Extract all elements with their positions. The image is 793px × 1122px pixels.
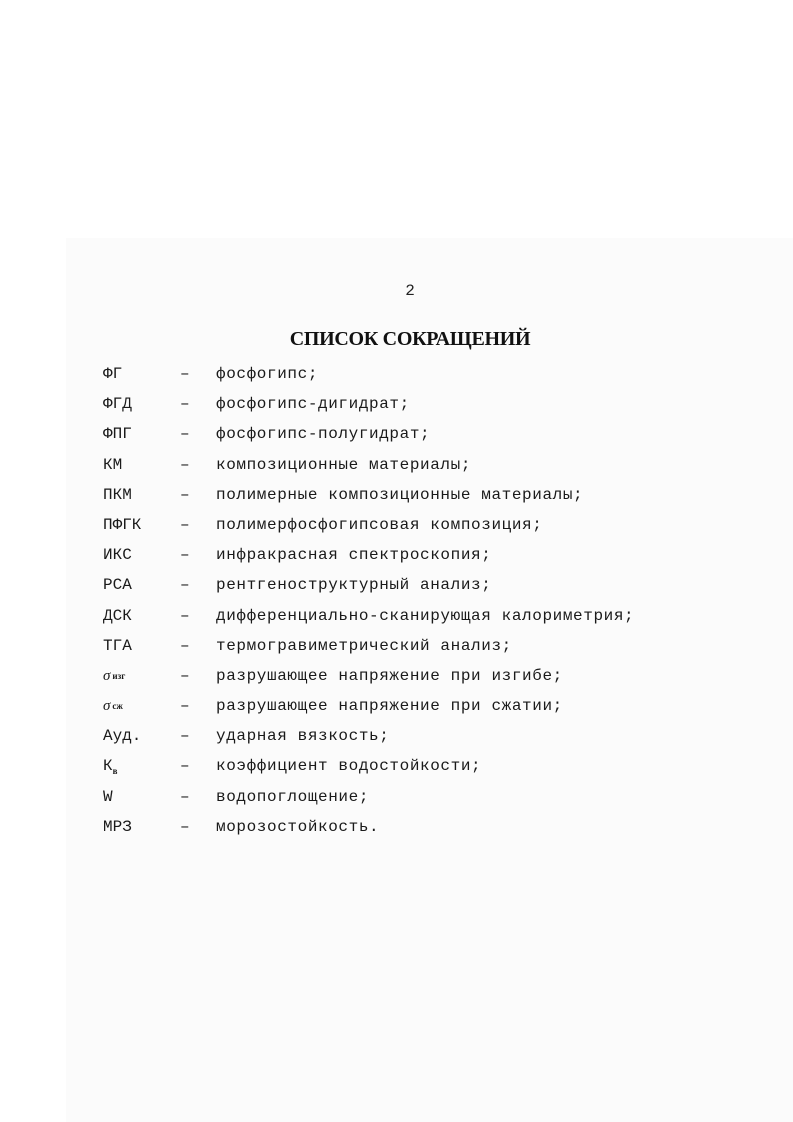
definition: разрушающее напряжение при сжатии;: [216, 697, 563, 716]
definition: рентгеноструктурный анализ;: [216, 576, 492, 595]
page-number: 2: [405, 282, 415, 300]
abbreviation: W: [103, 787, 113, 806]
dash: –: [180, 757, 190, 776]
dash: –: [180, 817, 190, 836]
dash: –: [180, 576, 190, 595]
list-item: [0, 661, 793, 691]
abbreviation: Ауд.: [103, 727, 142, 746]
list-item: [0, 570, 793, 600]
k-symbol: К: [103, 757, 113, 776]
list-item: [0, 601, 793, 631]
dash: –: [180, 485, 190, 504]
dash: –: [180, 546, 190, 565]
list-item: [0, 450, 793, 480]
list-item: [0, 480, 793, 510]
list-item: [0, 782, 793, 812]
abbreviation: ИКС: [103, 546, 132, 565]
definition: композиционные материалы;: [216, 455, 472, 474]
definition: фосфогипс-дигидрат;: [216, 395, 410, 414]
list-item: [0, 812, 793, 842]
abbreviation: КМ: [103, 455, 123, 474]
definition: полимерные композиционные материалы;: [216, 485, 584, 504]
definition: водопоглощение;: [216, 787, 370, 806]
abbreviation: ПКМ: [103, 485, 132, 504]
list-item: [0, 510, 793, 540]
subscript: в: [112, 766, 118, 777]
abbreviation: ФПГ: [103, 425, 132, 444]
list-item: [0, 540, 793, 570]
dash: –: [180, 395, 190, 414]
list-item: [0, 419, 793, 449]
dash: –: [180, 365, 190, 383]
abbreviation: ФГД: [103, 395, 132, 414]
abbreviation: [103, 697, 123, 715]
definition: морозостойкость.: [216, 817, 380, 836]
dash: –: [180, 515, 190, 534]
abbreviation-list: [0, 359, 793, 842]
list-item: [0, 389, 793, 419]
abbreviation: ФГ: [103, 365, 123, 383]
dash: –: [180, 666, 190, 685]
list-item: [0, 631, 793, 661]
list-item: [0, 721, 793, 751]
definition: инфракрасная спектроскопия;: [216, 546, 492, 565]
subscript: сж: [112, 701, 123, 712]
sigma-symbol: σ: [103, 698, 111, 715]
dash: –: [180, 425, 190, 444]
dash: –: [180, 697, 190, 716]
definition: ударная вязкость;: [216, 727, 390, 746]
definition: дифференциально-сканирующая калориметрия;: [216, 606, 635, 625]
abbreviation: ДСК: [103, 606, 132, 625]
dash: –: [180, 606, 190, 625]
list-item: [0, 359, 793, 389]
definition: разрушающее напряжение при изгибе;: [216, 666, 563, 685]
dash: –: [180, 636, 190, 655]
definition: полимерфосфогипсовая композиция;: [216, 515, 543, 534]
abbreviation: [103, 667, 125, 685]
abbreviation: ПФГК: [103, 515, 142, 534]
definition: термогравиметрический анализ;: [216, 636, 512, 655]
abbreviation: [103, 757, 117, 776]
subscript: изг: [112, 670, 126, 681]
list-item: [0, 691, 793, 721]
dash: –: [180, 727, 190, 746]
definition: фосфогипс-полугидрат;: [216, 425, 431, 444]
page-title: СПИСОК СОКРАЩЕНИЙ: [289, 328, 531, 350]
abbreviation: ТГА: [103, 636, 132, 655]
abbreviation: МРЗ: [103, 817, 132, 836]
sigma-symbol: σ: [103, 667, 111, 684]
definition: фосфогипс;: [216, 365, 319, 383]
abbreviation: РСА: [103, 576, 132, 595]
dash: –: [180, 455, 190, 474]
definition: коэффициент водостойкости;: [216, 757, 482, 776]
list-item: [0, 751, 793, 781]
dash: –: [180, 787, 190, 806]
